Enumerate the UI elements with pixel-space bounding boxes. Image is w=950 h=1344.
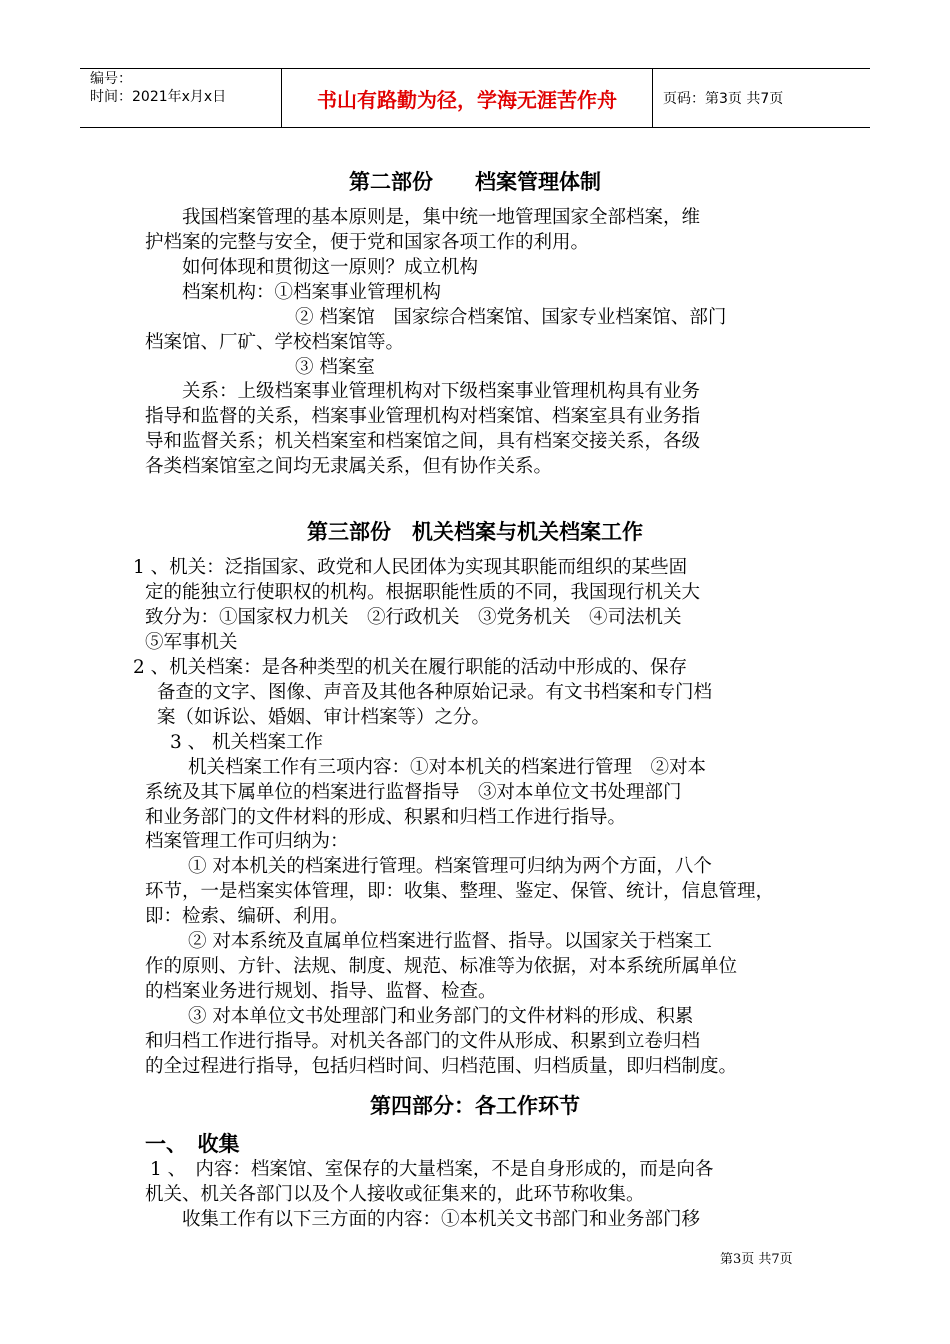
paragraph-line: 环节，一是档案实体管理，即：收集、整理、鉴定、保管、统计，信息管理， [145,881,775,902]
paragraph-line: 致分为：①国家权力机关 ②行政机关 ③党务机关 ④司法机关 [145,607,682,628]
header-page-number: 页码：第3页 共7页 [663,91,784,107]
document-date: 时间：2021年x月x日 [90,89,227,105]
paragraph-line: 的档案业务进行规划、指导、监督、检查。 [145,981,497,1002]
paragraph-line: 关系：上级档案事业管理机构对下级档案事业管理机构具有业务 [182,381,701,402]
paragraph-line: 我国档案管理的基本原则是，集中统一地管理国家全部档案，维 [182,207,701,228]
paragraph-line: ③ 对本单位文书处理部门和业务部门的文件材料的形成、积累 [188,1006,694,1027]
part2-title: 第二部份 档案管理体制 [349,170,601,194]
paragraph-line: 备查的文字、图像、声音及其他各种原始记录。有文书档案和专门档 [157,682,713,703]
paragraph-line: 指导和监督的关系，档案事业管理机构对档案馆、档案室具有业务指 [145,406,701,427]
paragraph-line: 系统及其下属单位的档案进行监督指导 ③对本单位文书处理部门 [145,782,682,803]
paragraph-line: 档案机构：①档案事业管理机构 [182,282,442,303]
paragraph-line: 1 、 内容：档案馆、室保存的大量档案，不是自身形成的，而是向各 [150,1159,714,1180]
paragraph-line: 和业务部门的文件材料的形成、积累和归档工作进行指导。 [145,807,627,828]
paragraph-line: ③ 档案室 [295,357,375,378]
paragraph-line: 档案管理工作可归纳为： [145,831,349,852]
header-meta [80,69,282,127]
paragraph-line: 作的原则、方针、法规、制度、规范、标准等为依据，对本系统所属单位 [145,956,738,977]
paragraph-line: 机关、机关各部门以及个人接收或征集来的，此环节称收集。 [145,1184,645,1205]
paragraph-line: ② 对本系统及直属单位档案进行监督、指导。以国家关于档案工 [188,931,712,952]
paragraph-line: 各类档案馆室之间均无隶属关系，但有协作关系。 [145,456,553,477]
paragraph-line: 即：检索、编研、利用。 [145,906,349,927]
part4-title: 第四部分：各工作环节 [370,1094,580,1118]
paragraph-line: 定的能独立行使职权的机构。根据职能性质的不同，我国现行机关大 [145,582,701,603]
document-number: 编号： [90,71,132,87]
section-heading-collection: 一、 收集 [145,1132,240,1156]
paragraph-line: ② 档案馆 国家综合档案馆、国家专业档案馆、部门 [295,307,727,328]
paragraph-line: 导和监督关系；机关档案室和档案馆之间，具有档案交接关系，各级 [145,431,701,452]
paragraph-line: 护档案的完整与安全，便于党和国家各项工作的利用。 [145,232,590,253]
paragraph-line: 机关档案工作有三项内容：①对本机关的档案进行管理 ②对本 [188,757,707,778]
paragraph-line: 3 、 机关档案工作 [170,732,324,753]
paragraph-line: 档案馆、厂矿、学校档案馆等。 [145,332,405,353]
paragraph-line: 收集工作有以下三方面的内容：①本机关文书部门和业务部门移 [182,1209,701,1230]
paragraph-line: 1 、机关：泛指国家、政党和人民团体为实现其职能而组织的某些固 [133,557,688,578]
paragraph-line: ① 对本机关的档案进行管理。档案管理可归纳为两个方面，八个 [188,856,712,877]
part3-title: 第三部份 机关档案与机关档案工作 [307,520,643,544]
paragraph-line: 如何体现和贯彻这一原则？成立机构 [182,257,479,278]
paragraph-line: ⑤军事机关 [145,632,238,653]
paragraph-line: 的全过程进行指导，包括归档时间、归档范围、归档质量，即归档制度。 [145,1056,738,1077]
paragraph-line: 案（如诉讼、婚姻、审计档案等）之分。 [157,707,491,728]
page-header [80,68,870,128]
page-footer: 第3页 共7页 [720,1252,793,1267]
paragraph-line: 和归档工作进行指导。对机关各部门的文件从形成、积累到立卷归档 [145,1031,701,1052]
paragraph-line: 2 、机关档案：是各种类型的机关在履行职能的活动中形成的、保存 [133,657,688,678]
header-motto: 书山有路勤为径，学海无涯苦作舟 [282,69,653,127]
